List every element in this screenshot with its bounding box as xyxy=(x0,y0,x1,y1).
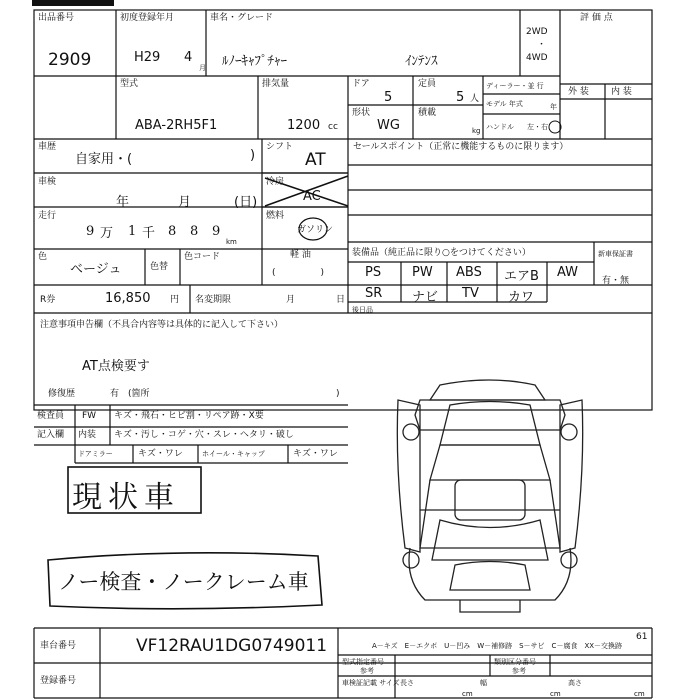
class-num-ref: 参考 xyxy=(512,667,526,675)
color-code-label: 色コード xyxy=(184,252,221,262)
wheel-label: ホイール・キャップ xyxy=(202,450,265,458)
recycle-unit: 円 xyxy=(170,295,180,305)
length-cm: cm xyxy=(462,690,473,698)
equip-sr: SR xyxy=(365,286,383,301)
width-label: 幅 xyxy=(480,679,487,687)
mileage-unit: km xyxy=(226,238,237,246)
disp-label: 排気量 xyxy=(262,79,290,89)
inspect-month-unit: 月 xyxy=(178,195,192,210)
mileage-d1: 9 xyxy=(86,224,95,239)
type-label: 型式 xyxy=(120,79,139,89)
mileage-d3: 8 xyxy=(168,224,177,239)
color-value: ベージュ xyxy=(70,262,122,277)
exterior-label: 外 装 xyxy=(568,87,589,97)
length-label: 長さ xyxy=(400,679,414,687)
model-year-unit: 年 xyxy=(550,103,557,111)
cap-value: 5 xyxy=(456,90,465,105)
load-label: 積載 xyxy=(418,108,437,118)
shape-value: WG xyxy=(377,118,400,133)
type-num-label: 型式指定番号 xyxy=(342,658,384,666)
equipment-label: 装備品（純正品に限り○をつけてください） xyxy=(352,248,531,258)
handle-value: 左・右 xyxy=(527,123,548,131)
chassis-label: 車台番号 xyxy=(40,641,77,651)
drive-4wd: 4WD xyxy=(526,53,548,63)
name-change-day: 日 xyxy=(336,295,346,305)
mileage-label: 走行 xyxy=(38,211,57,221)
recycle-value: 16,850 xyxy=(105,291,151,306)
fuel-paren: ( ) xyxy=(272,268,325,278)
disp-value: 1200 xyxy=(287,118,321,133)
sales-label: セールスポイント（正常に機能するものに限ります） xyxy=(353,142,569,152)
reg-month: 4 xyxy=(184,50,193,65)
type-value: ABA-2RH5F1 xyxy=(135,118,218,133)
class-num-label: 類別区分番号 xyxy=(494,658,536,666)
ac-label: 冷房 xyxy=(266,177,285,187)
int-text: キズ・汚し・コゲ・穴・スレ・ヘタリ・破し xyxy=(114,430,294,440)
repair-label: 修復歴 xyxy=(48,389,76,399)
mileage-unit1: 万 xyxy=(100,226,114,241)
door-label: ドア xyxy=(352,79,370,89)
reg-era: H29 xyxy=(134,50,161,65)
handle-circle-mark xyxy=(549,121,561,133)
model-label: 車名・グレード xyxy=(210,13,274,23)
mileage-d5: 9 xyxy=(212,224,221,239)
ac-value: AC xyxy=(303,189,321,204)
interior-label: 内 装 xyxy=(611,87,632,97)
lot-label: 出品番号 xyxy=(38,13,75,23)
reg-month-unit: 月 xyxy=(199,64,206,72)
disp-unit: cc xyxy=(328,122,338,132)
mileage-unit2: 千 xyxy=(142,226,156,241)
stamp-genjousha: 現状車 xyxy=(72,480,180,515)
mileage-d4: 8 xyxy=(190,224,199,239)
stamp-no-claim: ノー検査・ノークレーム車 xyxy=(58,570,309,594)
height-label: 高さ xyxy=(568,679,582,687)
damage-legend: A－キズ E－エクボ U－凹み W－補修跡 S－サビ C－腐食 XX－交換跡 xyxy=(372,642,623,650)
handle-label: ハンドル xyxy=(486,123,514,131)
fuel-gasoline: ガソリン xyxy=(297,225,334,235)
width-cm: cm xyxy=(550,690,561,698)
repair-close: ) xyxy=(336,389,340,399)
model-year-label: モデル 年式 xyxy=(486,100,523,108)
reg-no-label: 登録番号 xyxy=(40,676,77,686)
height-cm: cm xyxy=(634,690,645,698)
drive-dot: ・ xyxy=(537,40,547,50)
mileage-d2: 1 xyxy=(128,224,137,239)
reg-label: 初度登録年月 xyxy=(120,13,175,23)
shift-value: AT xyxy=(305,150,326,170)
inspect-year-unit: 年 xyxy=(116,195,130,210)
inspector-label2: 記入欄 xyxy=(37,430,65,440)
equip-ps: PS xyxy=(365,265,382,280)
name-change-month: 月 xyxy=(286,295,296,305)
fw-text: キズ・飛石・ヒビ割・リペア跡・X要 xyxy=(114,411,264,421)
warranty-value: 有・無 xyxy=(602,276,630,286)
equip-abs: ABS xyxy=(456,265,482,280)
type-num-ref: 参考 xyxy=(360,667,374,675)
equip-navi: ナビ xyxy=(412,290,439,305)
inspect-label: 車検 xyxy=(38,177,57,187)
score-label: 評 価 点 xyxy=(580,13,613,23)
color-label: 色 xyxy=(38,252,48,262)
aftermarket-label: 後日品 xyxy=(352,306,373,314)
cap-unit: 人 xyxy=(470,94,480,104)
legend-num: 61 xyxy=(636,632,648,642)
int-label: 内装 xyxy=(78,430,97,440)
notes-text: AT点検要す xyxy=(82,359,150,374)
equip-pw: PW xyxy=(412,265,433,280)
equip-aw: AW xyxy=(557,265,579,280)
size-label: 車検証記載 サイズ xyxy=(342,679,400,687)
door-mirror-text: キズ・ワレ xyxy=(138,449,183,459)
drive-2wd: 2WD xyxy=(526,27,548,37)
load-unit: kg xyxy=(472,127,481,135)
shape-label: 形状 xyxy=(352,108,371,118)
car-diagram xyxy=(397,380,582,612)
use-close: ) xyxy=(250,148,256,163)
fuel-label: 燃料 xyxy=(266,211,285,221)
repair-value: 有 (箇所 xyxy=(110,389,150,399)
grade: ｲﾝﾃﾝｽ xyxy=(405,54,438,69)
fuel-diesel: 軽 油 xyxy=(290,250,311,260)
chassis-value: VF12RAU1DG0749011 xyxy=(136,636,328,656)
shift-label: シフト xyxy=(266,142,294,152)
use-value: 自家用・( xyxy=(75,152,133,167)
inspect-day-unit: (日) xyxy=(234,195,258,210)
cap-label: 定員 xyxy=(418,79,437,89)
equip-tv: TV xyxy=(462,286,479,301)
door-value: 5 xyxy=(384,90,393,105)
wheel-text: キズ・ワレ xyxy=(293,449,338,459)
door-mirror-label: ドアミラー xyxy=(78,450,113,458)
notes-label: 注意事項申告欄（不具合内容等は具体的に記入して下さい） xyxy=(40,320,284,330)
equip-leather: カワ xyxy=(508,290,535,305)
warranty-label: 新車保証書 xyxy=(598,250,633,258)
model-name: ﾙﾉｰｷｬﾌﾟﾁｬｰ xyxy=(222,54,287,69)
recycle-label: R券 xyxy=(40,295,56,305)
inspector-label1: 検査員 xyxy=(37,411,65,421)
equip-airbag: エアB xyxy=(504,269,539,284)
lot-number: 2909 xyxy=(48,50,92,70)
use-label: 車歴 xyxy=(38,142,57,152)
name-change-label: 名変期限 xyxy=(195,295,232,305)
dealer-label: ディーラー・並 行 xyxy=(486,82,544,90)
color-change-label: 色替 xyxy=(150,262,169,272)
fw-label: FW xyxy=(82,411,97,421)
